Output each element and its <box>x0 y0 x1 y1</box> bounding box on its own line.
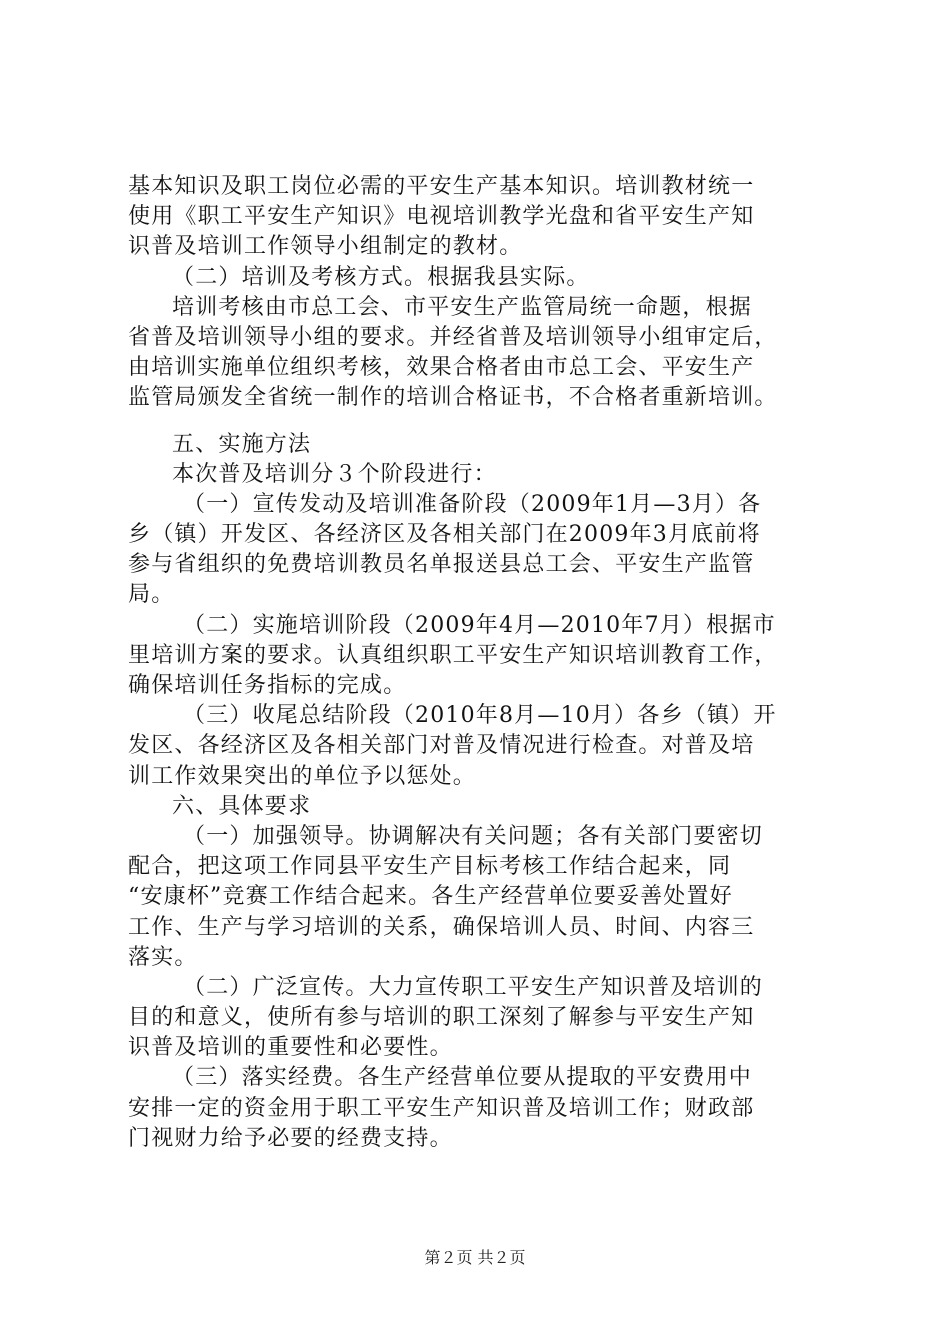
text-line: 六、具体要求 <box>172 793 312 819</box>
text-line: （二）培训及考核方式。根据我县实际。 <box>172 264 590 290</box>
text-line: 使用《职工平安生产知识》电视培训教学光盘和省平安生产知 <box>128 204 755 230</box>
text-line: 里培训方案的要求。认真组织职工平安生产知识培训教育工作， <box>128 642 778 668</box>
text-line: 目的和意义，使所有参与培训的职工深刻了解参与平安生产知 <box>128 1005 755 1031</box>
document-body <box>128 172 840 1154</box>
text-line: （三）落实经费。各生产经营单位要从提取的平安费用中 <box>172 1065 753 1091</box>
text-line: （二）实施培训阶段（2009年4月—2010年7月）根据市 <box>183 612 776 638</box>
paragraph-gap <box>128 414 840 430</box>
text-line: 参与省组织的免费培训教员名单报送县总工会、平安生产监管 <box>128 552 755 578</box>
text-line: （二）广泛宣传。大力宣传职工平安生产知识普及培训的 <box>183 974 764 1000</box>
text-line: 局。 <box>128 582 175 608</box>
text-line: 门视财力给予必要的经费支持。 <box>128 1125 453 1151</box>
text-line: 安排一定的资金用于职工平安生产知识普及培训工作；财政部 <box>128 1095 755 1121</box>
text-line: 省普及培训领导小组的要求。并经省普及培训领导小组审定后， <box>128 324 778 350</box>
text-line: 识普及培训的重要性和必要性。 <box>128 1035 453 1061</box>
text-line: “安康杯”竞赛工作结合起来。各生产经营单位要妥善处置好 <box>128 884 733 910</box>
text-line: 确保培训任务指标的完成。 <box>128 673 407 698</box>
text-line: 训工作效果突出的单位予以惩处。 <box>128 763 477 789</box>
text-line: 由培训实施单位组织考核，效果合格者由市总工会、平安生产 <box>128 355 755 381</box>
text-line: 配合，把这项工作同县平安生产目标考核工作结合起来，同 <box>128 854 732 880</box>
text-line: （一）加强领导。协调解决有关问题；各有关部门要密切 <box>183 823 764 849</box>
text-line: 发区、各经济区及各相关部门对普及情况进行检查。对普及培 <box>128 733 755 759</box>
text-line: （一）宣传发动及培训准备阶段（2009年1月—3月）各 <box>183 491 762 517</box>
text-line: 基本知识及职工岗位必需的平安生产基本知识。培训教材统一 <box>128 174 755 199</box>
text-line: 识普及培训工作领导小组制定的教材。 <box>128 234 523 260</box>
text-line: 乡（镇）开发区、各经济区及各相关部门在2009年3月底前将 <box>128 522 761 548</box>
text-line: 落实。 <box>128 944 198 970</box>
text-line: 培训考核由市总工会、市平安生产监管局统一命题，根据 <box>172 294 753 320</box>
text-line: （三）收尾总结阶段（2010年8月—10月）各乡（镇）开 <box>183 703 777 729</box>
text-line: 本次普及培训分３个阶段进行： <box>172 461 497 487</box>
text-line: 监管局颁发全省统一制作的培训合格证书，不合格者重新培训。 <box>128 385 778 411</box>
page-footer: 第２页 共２页 <box>424 1248 526 1267</box>
text-line: 五、实施方法 <box>172 431 312 457</box>
text-line: 工作、生产与学习培训的关系，确保培训人员、时间、内容三 <box>128 914 755 940</box>
